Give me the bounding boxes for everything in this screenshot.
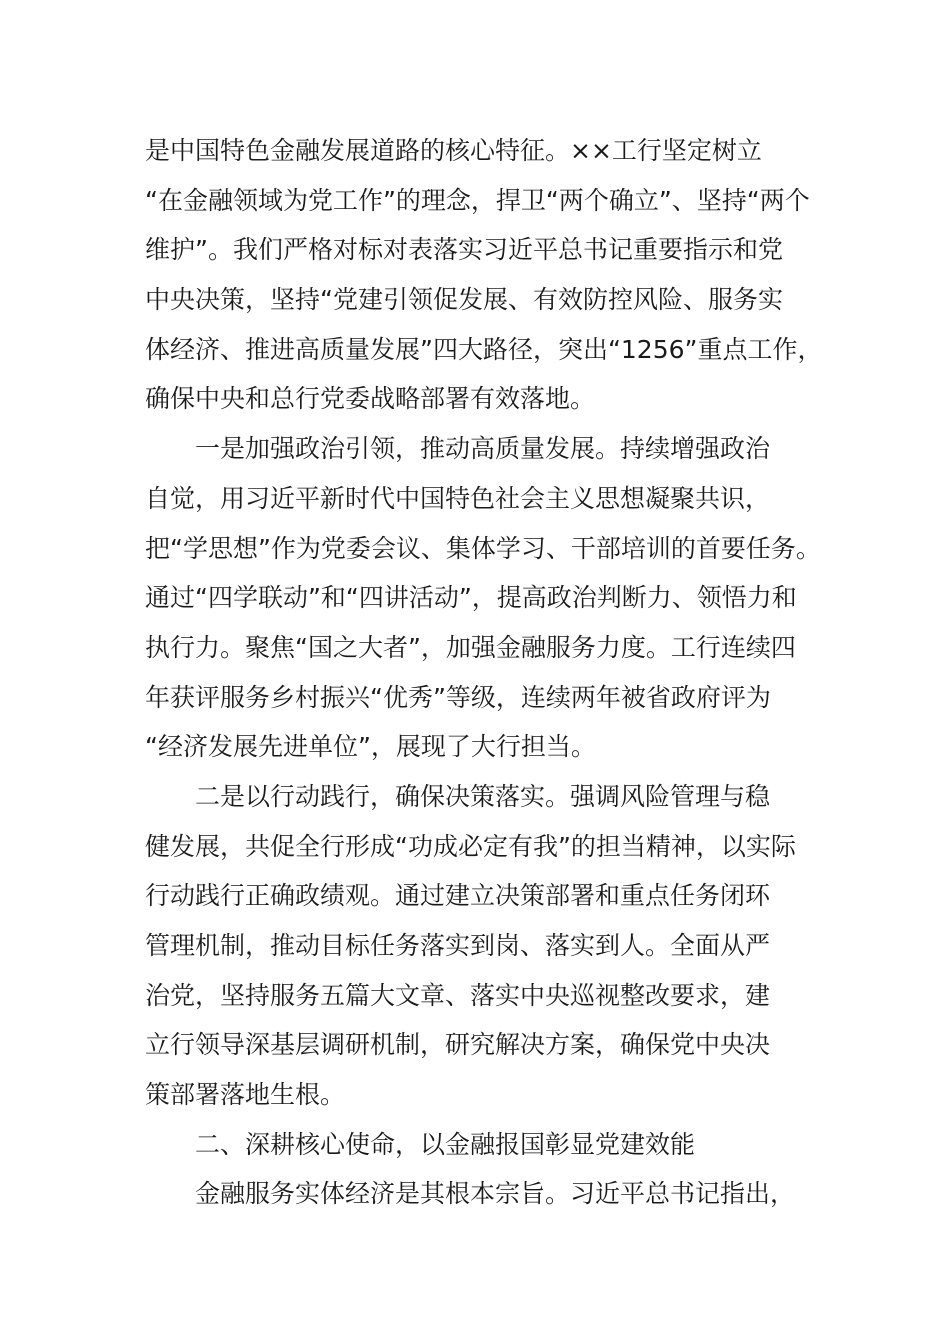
text-line-10: 通过“四学联动”和“四讲活动”，提高政治判断力、领悟力和 [145, 583, 797, 613]
text-line-16: 行动践行正确政绩观。通过建立决策部署和重点任务闭环 [145, 881, 771, 911]
text-line-17: 管理机制，推动目标任务落实到岗、落实到人。全面从严 [145, 931, 771, 960]
text-line-5: 体经济、推进高质量发展”四大路径，突出“1256”重点工作， [145, 334, 823, 364]
text-line-3: 维护”。我们严格对标对表落实习近平总书记重要指示和党 [145, 235, 783, 265]
text-line-4: 中央决策，坚持“党建引领促发展、有效防控风险、服务实 [145, 285, 783, 315]
paragraph-3-first-line: 金融服务实体经济是其根本宗旨。习近平总书记指出， [195, 1179, 796, 1209]
text-line-2: “在金融领域为党工作”的理念，捍卫“两个确立”、坚持“两个 [145, 185, 810, 215]
paragraph-2-first-line: 二是以行动践行，确保决策落实。强调风险管理与稳 [195, 781, 771, 811]
text-line-6: 确保中央和总行党委战略部署有效落地。 [145, 384, 596, 414]
text-line-1: 是中国特色金融发展道路的核心特征。××工行坚定树立 [145, 136, 762, 165]
document-body [145, 126, 845, 1219]
text-line-9: 把“学思想”作为党委会议、集体学习、干部培训的首要任务。 [145, 533, 821, 563]
text-line-18: 治党，坚持服务五篇大文章、落实中央巡视整改要求，建 [145, 980, 771, 1010]
text-line-12: 年获评服务乡村振兴“优秀”等级，连续两年被省政府评为 [145, 682, 771, 712]
text-line-13: “经济发展先进单位”，展现了大行担当。 [145, 732, 596, 762]
text-line-11: 执行力。聚焦“国之大者”，加强金融服务力度。工行连续四 [145, 632, 796, 662]
text-line-19: 立行领导深基层调研机制，研究解决方案，确保党中央决 [145, 1030, 771, 1060]
section-heading: 二、深耕核心使命，以金融报国彰显党建效能 [195, 1129, 696, 1159]
text-line-8: 自觉，用习近平新时代中国特色社会主义思想凝聚共识， [145, 483, 771, 513]
paragraph-1-first-line: 一是加强政治引领，推动高质量发展。持续增强政治 [195, 434, 771, 464]
text-line-20: 策部署落地生根。 [145, 1080, 346, 1110]
text-line-15: 健发展，共促全行形成“功成必定有我”的担当精神，以实际 [145, 831, 796, 861]
